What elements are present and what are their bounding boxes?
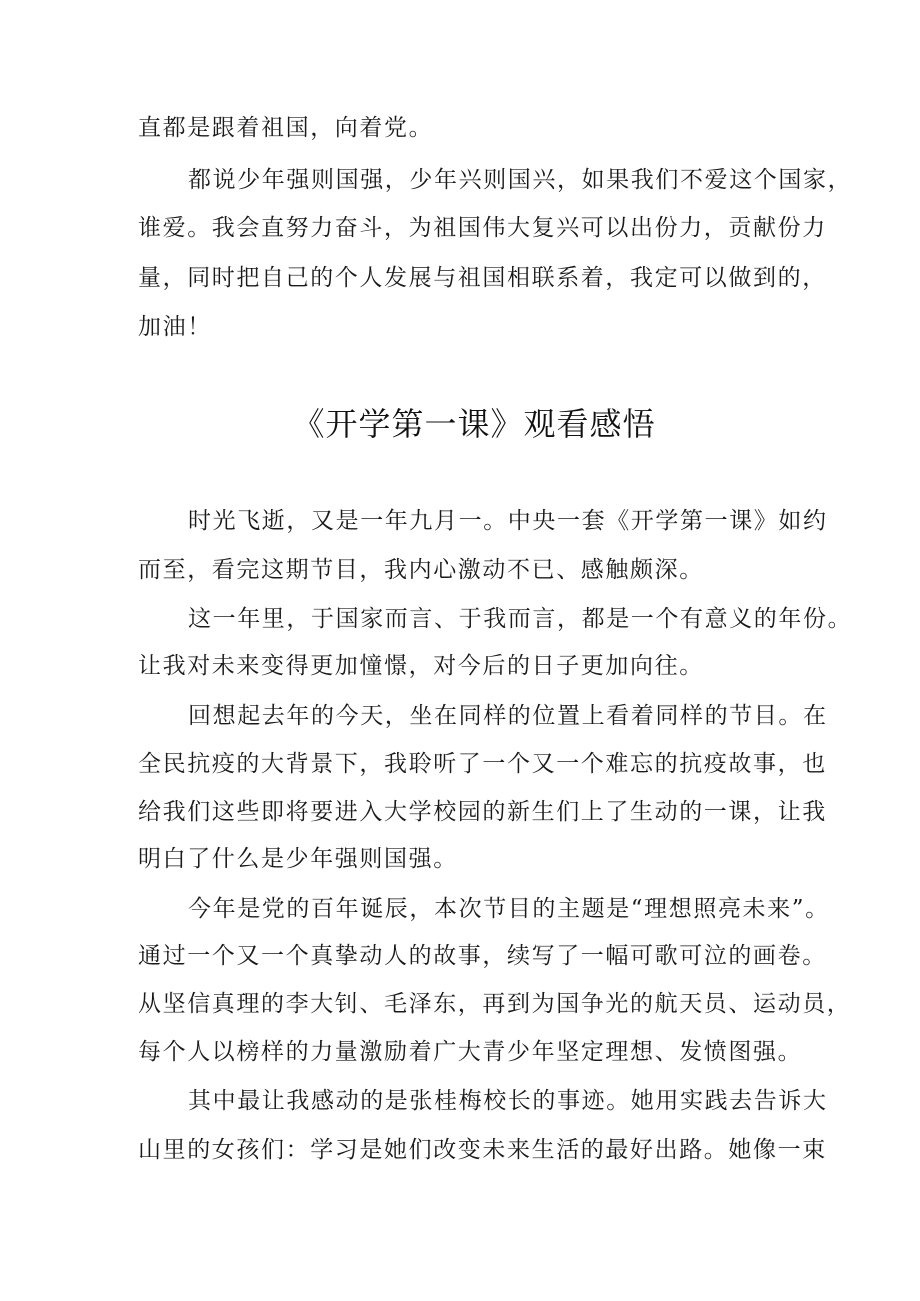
paragraph-first-line: 回想起去年的今天，坐在同样的位置上看着同样的节目。在 bbox=[188, 703, 828, 729]
paragraph-first-line: 今年是党的百年诞辰，本次节目的主题是“理想照亮未来”。 bbox=[188, 896, 830, 922]
text-line: 而至，看完这期节目，我内心激动不已、感触颇深。 bbox=[138, 557, 704, 583]
text-line: 从坚信真理的李大钊、毛泽东，再到为国争光的航天员、运动员， bbox=[138, 991, 852, 1017]
paragraph-first-line: 时光飞逝，又是一年九月一。中央一套《开学第一课》如约 bbox=[188, 508, 828, 534]
text-line: 直都是跟着祖国，向着党。 bbox=[138, 115, 434, 141]
paragraph-first-line: 这一年里，于国家而言、于我而言，都是一个有意义的年份。 bbox=[188, 606, 853, 632]
text-line: 加油！ bbox=[138, 314, 212, 340]
text-line: 每个人以榜样的力量激励着广大青少年坚定理想、发愤图强。 bbox=[138, 1039, 803, 1065]
paragraph-first-line: 其中最让我感动的是张桂梅校长的事迹。她用实践去告诉大 bbox=[188, 1088, 828, 1114]
paragraph-first-line: 都说少年强则国强，少年兴则国兴，如果我们不爱这个国家， bbox=[188, 167, 853, 193]
article-title: 《开学第一课》观看感悟 bbox=[292, 405, 656, 443]
text-line: 通过一个又一个真挚动人的故事，续写了一幅可歌可泣的画卷。 bbox=[138, 943, 827, 969]
text-line: 让我对未来变得更加憧憬，对今后的日子更加向往。 bbox=[138, 653, 704, 679]
text-line: 全民抗疫的大背景下，我聆听了一个又一个难忘的抗疫故事，也 bbox=[138, 751, 827, 777]
text-line: 谁爱。我会直努力奋斗，为祖国伟大复兴可以出份力，贡献份力 bbox=[138, 215, 827, 241]
text-line: 明白了什么是少年强则国强。 bbox=[138, 846, 458, 872]
text-line: 山里的女孩们：学习是她们改变未来生活的最好出路。她像一束 bbox=[138, 1137, 827, 1163]
text-line: 给我们这些即将要进入大学校园的新生们上了生动的一课，让我 bbox=[138, 799, 827, 825]
text-line: 量，同时把自己的个人发展与祖国相联系着，我定可以做到的， bbox=[138, 265, 827, 291]
